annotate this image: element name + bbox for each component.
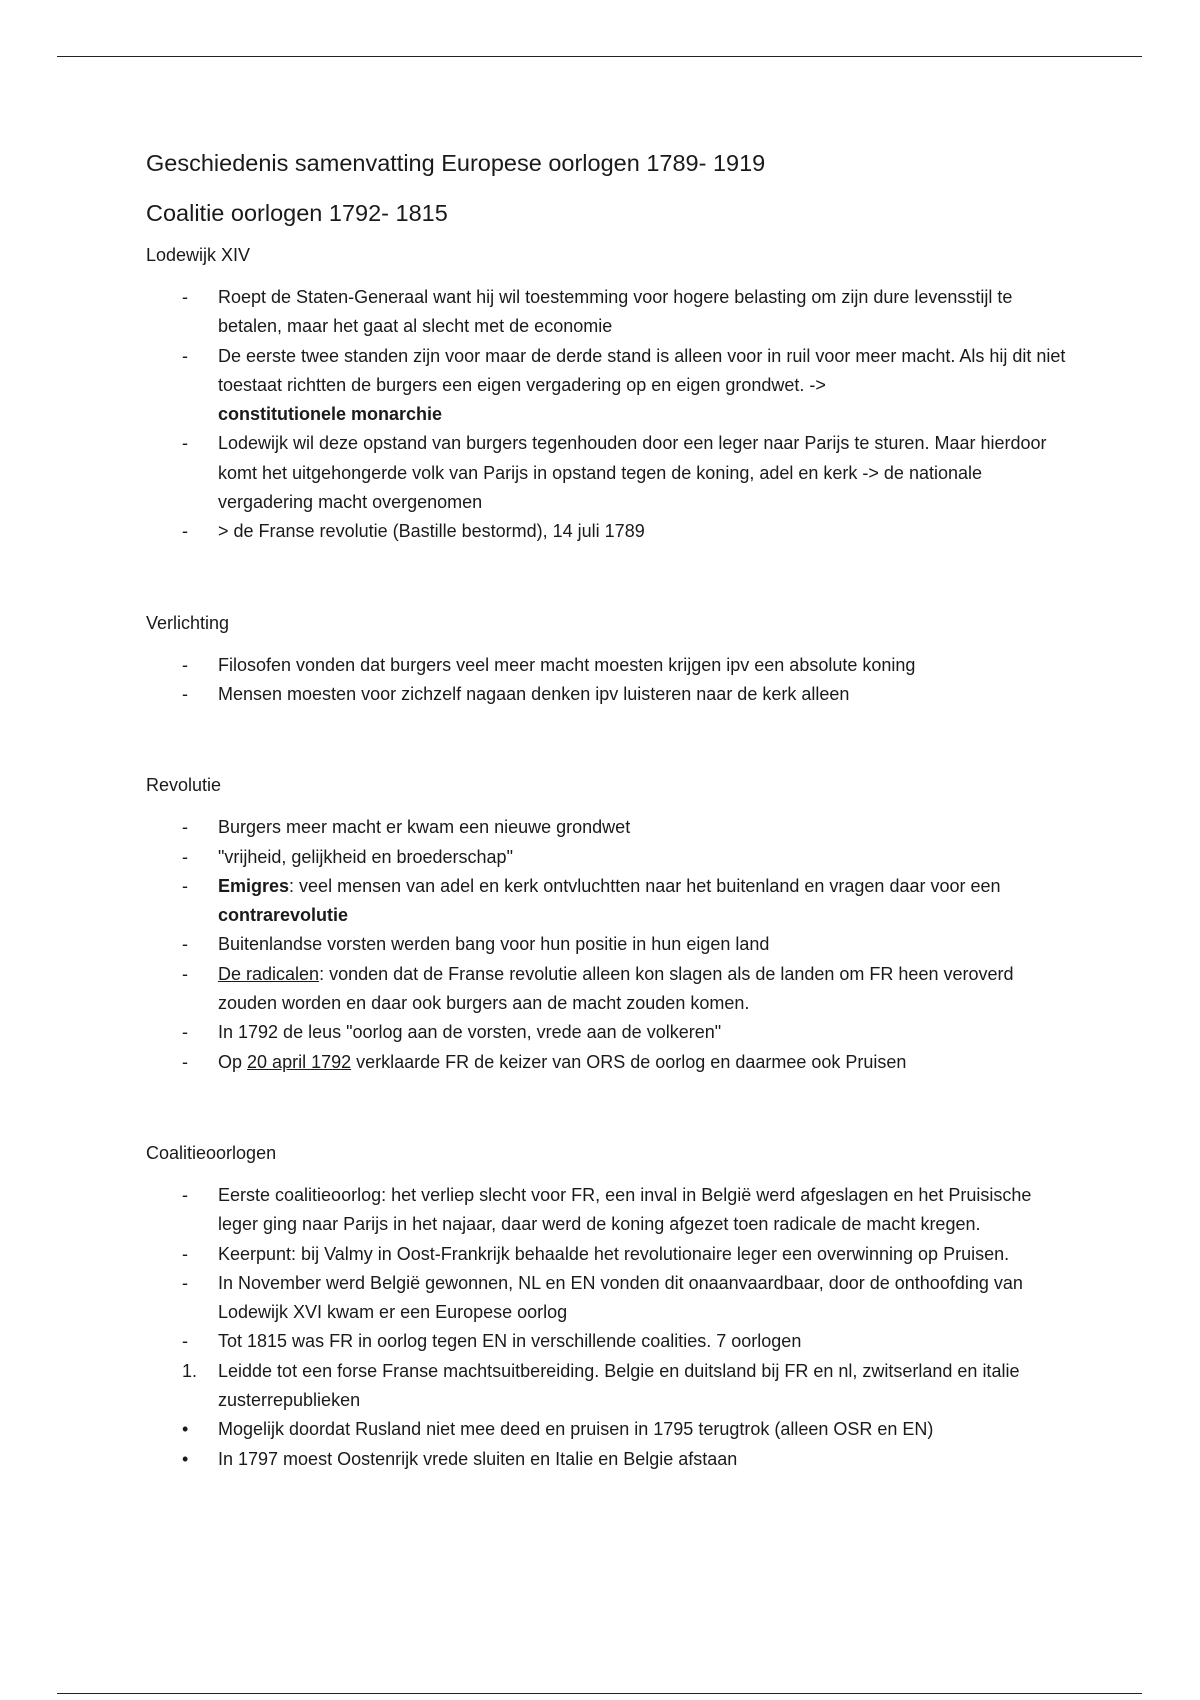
list-lodewijk xyxy=(146,283,1066,547)
list-item: - In November werd België gewonnen, NL en EN vonden dit onaanvaardbaar, door de onthoofding van Lodewijk XVI kwam er een Europese oorlog xyxy=(146,1269,1066,1328)
list-item: - Lodewijk wil deze opstand van burgers tegenhouden door een leger naar Parijs te sturen. Maar hierdoor komt het uitgehongerde volk van Parijs in opstand tegen de koning, adel en kerk -> de nationale vergadering macht overgenomen xyxy=(146,429,1066,517)
list-marker: - xyxy=(182,287,188,307)
list-marker: - xyxy=(182,875,188,896)
list-item: - Buitenlandse vorsten werden bang voor hun positie in hun eigen land xyxy=(146,930,1066,959)
list-item: - "vrijheid, gelijkheid en broederschap" xyxy=(146,843,1066,872)
term-de-radicalen: De radicalen xyxy=(218,963,320,984)
list-marker: - xyxy=(182,1022,188,1043)
list-marker: - xyxy=(182,345,188,366)
section-heading-revolutie: Revolutie xyxy=(146,775,222,796)
list-item: - > de Franse revolutie (Bastille bestormd), 14 juli 1789 xyxy=(146,517,1066,546)
list-marker: - xyxy=(182,521,188,542)
list-item: - Eerste coalitieoorlog: het verliep slecht voor FR, een inval in België werd afgeslagen en het Pruisische leger ging naar Parijs in het najaar, daar werd de koning afgezet toen radicale de macht kregen. xyxy=(146,1181,1066,1240)
bullet-icon: • xyxy=(182,1419,189,1440)
section-heading-coalitieoorlogen: Coalitieoorlogen xyxy=(146,1142,277,1163)
list-item: - Emigres: veel mensen van adel en kerk ontvluchtten naar het buitenland en vragen daar voor een contrarevolutie xyxy=(146,872,1066,931)
term-constitutionele-monarchie: constitutionele monarchie xyxy=(218,404,443,425)
list-item: - Roept de Staten-Generaal want hij wil toestemming voor hogere belasting om zijn dure levensstijl te betalen, maar het gaat al slecht met de economie xyxy=(146,283,1066,342)
list-verlichting xyxy=(146,651,1066,710)
date-20-april-1792: 20 april 1792 xyxy=(247,1051,352,1072)
list-marker: - xyxy=(182,934,188,955)
document-subtitle: Coalitie oorlogen 1792- 1815 xyxy=(146,200,448,226)
list-item: - Filosofen vonden dat burgers veel meer macht moesten krijgen ipv een absolute koning xyxy=(146,651,1066,680)
list-marker: - xyxy=(182,1331,188,1352)
list-item: - De radicalen: vonden dat de Franse revolutie alleen kon slagen als de landen om FR heen veroverd zouden worden en daar ook burgers aan de macht zouden komen. xyxy=(146,960,1066,1019)
footer-rule xyxy=(57,1693,1142,1694)
list-marker: - xyxy=(182,1272,188,1293)
list-marker: - xyxy=(182,963,188,984)
document-title: Geschiedenis samenvatting Europese oorlogen 1789- 1919 xyxy=(146,150,766,176)
section-heading-verlichting: Verlichting xyxy=(146,612,230,633)
header-rule xyxy=(57,56,1142,57)
list-coalitieoorlogen xyxy=(146,1181,1066,1474)
list-revolutie xyxy=(146,813,1066,1077)
list-marker: - xyxy=(182,817,188,838)
list-item: - Op 20 april 1792 verklaarde FR de keizer van ORS de oorlog en daarmee ook Pruisen xyxy=(146,1048,1066,1077)
term-contrarevolutie: contrarevolutie xyxy=(218,905,349,926)
list-item: - Tot 1815 was FR in oorlog tegen EN in verschillende coalities. 7 oorlogen xyxy=(146,1327,1066,1356)
list-marker: 1. xyxy=(182,1360,198,1381)
list-item: - Mensen moesten voor zichzelf nagaan denken ipv luisteren naar de kerk alleen xyxy=(146,680,1066,709)
list-item: 1. Leidde tot een forse Franse machtsuitbereiding. Belgie en duitsland bij FR en nl, zwitserland en italie zusterrepublieken xyxy=(146,1357,1066,1416)
list-item: - In 1792 de leus "oorlog aan de vorsten, vrede aan de volkeren" xyxy=(146,1018,1066,1047)
section-heading-lodewijk: Lodewijk XIV xyxy=(146,245,251,265)
list-marker: - xyxy=(182,683,188,704)
list-item: - Burgers meer macht er kwam een nieuwe grondwet xyxy=(146,813,1066,842)
list-marker: - xyxy=(182,846,188,867)
list-marker: - xyxy=(182,654,188,675)
list-marker: - xyxy=(182,433,188,454)
document-body xyxy=(146,143,1066,1474)
list-item: • In 1797 moest Oostenrijk vrede sluiten en Italie en Belgie afstaan xyxy=(146,1445,1066,1474)
list-item: - Keerpunt: bij Valmy in Oost-Frankrijk behaalde het revolutionaire leger een overwinning op Pruisen. xyxy=(146,1240,1066,1269)
list-marker: - xyxy=(182,1243,188,1264)
term-emigres: Emigres xyxy=(218,875,290,896)
list-marker: - xyxy=(182,1184,188,1205)
bullet-icon: • xyxy=(182,1448,189,1469)
list-marker: - xyxy=(182,1051,188,1072)
list-item: - De eerste twee standen zijn voor maar de derde stand is alleen voor in ruil voor meer macht. Als hij dit niet toestaat richtten de burgers een eigen vergadering op en eigen grondwet. -> constitutionele monarchie xyxy=(146,342,1066,430)
list-item: • Mogelijk doordat Rusland niet mee deed en pruisen in 1795 terugtrok (alleen OSR en EN) xyxy=(146,1415,1066,1444)
